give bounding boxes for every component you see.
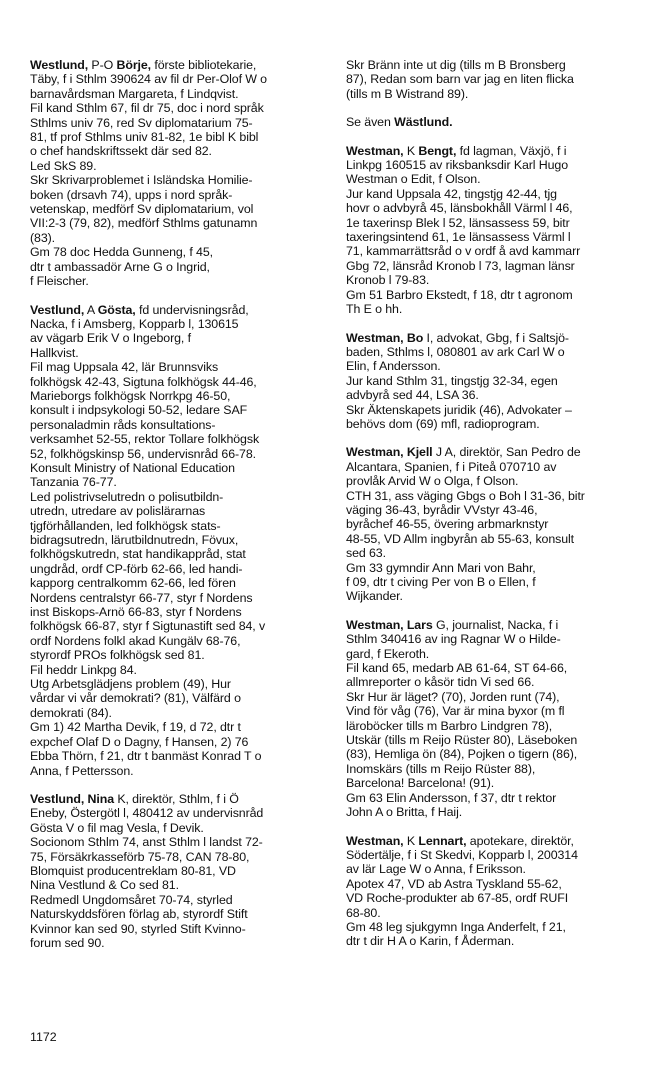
entry-line: Skr Äktenskapets juridik (46), Advokater – [346, 402, 572, 417]
see-also-reference: Wästlund. [394, 115, 453, 130]
entry-line: dtr t ambassadör Arne G o Ingrid, [30, 259, 210, 274]
entry-line: folkhögsk 42-43, Sigtuna folkhögsk 44-46, [30, 374, 257, 389]
entry-line: Jur kand Uppsala 42, tingstjg 42-44, tjg [346, 186, 557, 201]
entry-line: Blomquist producentreklam 80-81, VD [30, 863, 236, 878]
entry-surname: Westman, [346, 330, 404, 345]
entry-initials: P-O [91, 58, 114, 72]
entry-initials: K [406, 143, 416, 158]
entry-heading-line [30, 303, 332, 317]
entry-line: Ebba Thörn, f 21, dtr t banmäst Konrad T o [30, 749, 262, 764]
entry-line: Kvinnor kan sed 90, styrled Stift Kvinno- [30, 921, 246, 936]
entry-given-name: Kjell [406, 445, 433, 460]
entry-line: Södertälje, f i St Skedvi, Kopparb l, 200314 [346, 847, 578, 862]
entry-line: styrordf PROs folkhögsk sed 81. [30, 648, 205, 663]
entry-line: demokrati (84). [30, 705, 112, 720]
entry-given-name: Nina [87, 791, 114, 806]
entry-line: byråchef 46-55, övering arbmarknstyr [346, 517, 549, 532]
entry-line: inst Biskops-Arnö 66-83, styr f Nordens [30, 605, 242, 620]
entry-line: John A o Britta, f Haij. [346, 805, 463, 820]
entry-line: f 09, dtr t civing Per von B o Ellen, f [346, 575, 536, 589]
entry-line: 87), Redan som barn var jag en liten flicka [346, 72, 574, 87]
entry-line: Redmedl Ungdomsåret 70-74, styrled [30, 892, 233, 907]
entry-heading-line [30, 792, 332, 806]
entry-line: Gm 33 gymndir Ann Mari von Bahr, [346, 560, 536, 575]
entry-given-name: Lars [406, 617, 433, 632]
entry-line: VII:2-3 (79, 82), medförf Sthlms gatunamn [30, 216, 258, 231]
entry-line: Gm 63 Elin Andersson, f 37, dtr t rektor [346, 790, 557, 805]
biography-entry [30, 792, 332, 950]
left-column [30, 58, 332, 964]
entry-line: Sthlm 340416 av ing Ragnar W o Hilde- [346, 632, 561, 647]
entry-line: Inomskärs (tills m Reijo Rüster 88), [346, 761, 536, 776]
entry-line: Led SkS 89. [30, 158, 97, 173]
entry-line: Kronob l 79-83. [346, 273, 430, 288]
entry-line: läroböcker tills m Barbro Lindgren 78), [346, 718, 553, 733]
entry-line: f Fleischer. [30, 274, 89, 289]
entry-surname: Westman, [346, 445, 404, 460]
entry-line: (83), Hemliga ön (84), Pojken o tigern (86), [346, 747, 578, 762]
biography-entry [30, 58, 332, 289]
entry-line: Nina Vestlund & Co sed 81. [30, 878, 179, 893]
entry-line: Gm 48 leg sjukgymn Inga Anderfelt, f 21, [346, 919, 566, 934]
biography-entry [30, 303, 332, 778]
entry-line: Gm 51 Barbro Ekstedt, f 18, dtr t agronom [346, 287, 573, 302]
entry-given-name: Bo [406, 330, 424, 345]
entry-line: Fil kand 65, medarb AB 61-64, ST 64-66, [346, 661, 568, 676]
entry-given-name: Börje, [116, 58, 152, 72]
biography-entry [346, 115, 652, 129]
entry-heading-rest: apotekare, direktör, [466, 833, 574, 848]
entry-given-name: Lennart, [418, 833, 467, 848]
see-also-line [346, 115, 652, 129]
entry-line: CTH 31, ass väging Gbgs o Boh l 31-36, bitr [346, 488, 585, 503]
entry-line: 68-80. [346, 905, 381, 920]
entry-heading-rest: fd lagman, Växjö, f i [456, 143, 567, 158]
entry-heading-line [346, 144, 652, 158]
entry-line: 52, folkhögskinsp 56, undervisnråd 66-78. [30, 446, 256, 461]
entry-line: Hallkvist. [30, 345, 79, 360]
entry-line: sed 63. [346, 546, 386, 561]
entry-heading-line [346, 618, 652, 632]
entry-line: Naturskyddsfören förlag ab, styrordf Stift [30, 907, 248, 922]
entry-line: bidragsutredn, lärutbildnutredn, Fövux, [30, 533, 239, 547]
entry-line: (tills m B Wistrand 89). [346, 86, 469, 101]
entry-line: tjgförhållanden, led folkhögsk stats- [30, 518, 221, 533]
entry-line: konsult i indpsykologi 50-52, ledare SAF [30, 403, 248, 418]
entry-heading-rest: K, direktör, Sthlm, f i Ö [113, 791, 239, 806]
entry-line: vårdar vi vår demokrati? (81), Välfärd o [30, 691, 241, 706]
entry-line: Fil mag Uppsala 42, lär Brunnsviks [30, 360, 219, 375]
entry-line: Wijkander. [346, 589, 403, 604]
entry-line: Eneby, Östergötl l, 480412 av undervisnråd [30, 806, 264, 821]
entry-line: provlåk Arvid W o Olga, f Olson. [346, 474, 519, 489]
entry-line: Barcelona! Barcelona! (91). [346, 776, 495, 791]
entry-line: Fil kand Sthlm 67, fil dr 75, doc i nord språk [30, 101, 264, 116]
entry-line: forum sed 90. [30, 935, 105, 950]
biography-entry [346, 331, 652, 432]
entry-line: Alcantara, Spanien, f i Piteå 070710 av [346, 459, 557, 474]
entry-line: Utskär (tills m Reijo Rüster 80), Läseboken [346, 733, 578, 748]
entry-line: 75, Försäkrkasseförb 75-78, CAN 78-80, [30, 849, 250, 864]
entry-line: Th E o hh. [346, 302, 403, 317]
entry-line: Fil heddr Linkpg 84. [30, 662, 137, 677]
entry-initials: K [406, 833, 416, 848]
entry-line: av lär Lage W o Anna, f Eriksson. [346, 862, 526, 877]
entry-line: Nacka, f i Amsberg, Kopparb l, 130615 [30, 316, 239, 331]
biography-entry [346, 144, 652, 317]
entry-line: väging 36-43, byrådir VVstyr 43-46, [346, 502, 538, 517]
entry-line: folkhögskutredn, stat handikappråd, stat [30, 547, 246, 562]
entry-line: allmreporter o kåsör tidn Vi sed 66. [346, 675, 535, 690]
entry-initials: A [86, 302, 95, 317]
entry-heading-rest: I, advokat, Gbg, f i Saltsjö- [423, 330, 569, 345]
entry-line: Anna, f Pettersson. [30, 763, 134, 778]
entry-heading-line [346, 331, 652, 345]
entry-line: Led polistrivselutredn o polisutbildn- [30, 489, 224, 504]
biography-entry [346, 834, 652, 949]
entry-line: Elin, f Andersson. [346, 359, 441, 374]
entry-line: gard, f Ekeroth. [346, 646, 430, 661]
entry-line: ungdråd, ordf CP-förb 62-66, led handi- [30, 561, 243, 576]
page-number: 1172 [30, 1030, 57, 1044]
entry-surname: Westman, [346, 617, 404, 632]
biography-entry [346, 58, 652, 101]
entry-line: 1e taxerinsp Blek l 52, länsassess 59, bitr [346, 215, 570, 230]
entry-heading-rest: fd undervisningsråd, [135, 302, 249, 317]
entry-line: vetenskap, medförf Sv diplomatarium, vol [30, 202, 254, 217]
entry-line: taxeringsintend 61, 1e länsassess Värml l [346, 230, 571, 245]
biography-entry [346, 445, 652, 603]
entry-line: Gösta V o fil mag Vesla, f Devik. [30, 820, 204, 835]
entry-line: Konsult Ministry of National Education [30, 460, 235, 475]
entry-line: Nordens centralstyr 66-77, styr f Nordens [30, 590, 253, 605]
entry-line: barnavårdsman Margareta, f Lindqvist. [30, 86, 239, 101]
entry-surname: Vestlund, [30, 791, 85, 806]
entry-surname: Vestlund, [30, 302, 85, 317]
entry-line: Tanzania 76-77. [30, 475, 117, 490]
see-also-text: Se även [346, 115, 391, 130]
entry-line: verksamhet 52-55, rektor Tollare folkhögsk [30, 432, 260, 447]
entry-given-name: Bengt, [418, 143, 457, 158]
entry-line: utredn, utredare av polislärarnas [30, 504, 206, 519]
entry-line: Marieborgs folkhögsk Norrkpg 46-50, [30, 388, 231, 403]
entry-heading-rest: förste bibliotekarie, [151, 58, 257, 72]
entry-line: kapporg centralkomm 62-66, led fören [30, 576, 236, 591]
entry-line: boken (drsavh 74), upps i nord språk- [30, 187, 233, 202]
entry-line: Apotex 47, VD ab Astra Tyskland 55-62, [346, 876, 562, 891]
entry-line: behövs dom (69) mfl, radioprogram. [346, 416, 540, 431]
entry-line: Jur kand Sthlm 31, tingstjg 32-34, egen [346, 373, 558, 388]
entry-given-name: Gösta, [97, 302, 136, 317]
entry-surname: Westlund, [30, 58, 89, 72]
entry-line: av vägarb Erik V o Ingeborg, f [30, 331, 191, 346]
entry-line: Linkpg 160515 av riksbanksdir Karl Hugo [346, 158, 569, 173]
entry-line: (83). [30, 230, 55, 245]
entry-surname: Westman, [346, 143, 404, 158]
entry-line: hovr o advbyrå 45, länsbokhåll Värml l 46, [346, 201, 573, 216]
entry-line: Utg Arbetsglädjens problem (49), Hur [30, 677, 231, 692]
biography-entry [346, 618, 652, 820]
entry-heading-line [346, 834, 652, 848]
entry-line: Westman o Edit, f Olson. [346, 172, 481, 187]
entry-line: Gm 78 doc Hedda Gunneng, f 45, [30, 245, 213, 260]
entry-line: Gm 1) 42 Martha Devik, f 19, d 72, dtr t [30, 720, 241, 735]
entry-line: o chef handskriftssekt där sed 82. [30, 144, 212, 159]
entry-line: Skr Skrivarproblemet i Isländska Homilie- [30, 173, 253, 188]
entry-line: personaladmin råds konsultations- [30, 417, 216, 432]
entry-line: ordf Nordens folkl akad Kungälv 68-76, [30, 633, 241, 648]
entry-heading-line [346, 445, 652, 459]
entry-line: Gbg 72, länsråd Kronob l 73, lagman länsr [346, 258, 575, 273]
entry-line: 71, kammarrättsråd o v ordf å avd kammarr [346, 244, 581, 259]
entry-line: VD Roche-produkter ab 67-85, ordf RUFI [346, 891, 569, 906]
entry-heading-rest: G, journalist, Nacka, f i [432, 617, 559, 632]
entry-line: Skr Bränn inte ut dig (tills m B Bronsberg [346, 58, 566, 72]
entry-surname: Westman, [346, 833, 404, 848]
entry-line: advbyrå sed 44, LSA 36. [346, 388, 479, 403]
entry-line: Socionom Sthlm 74, anst Sthlm l landst 72- [30, 835, 263, 850]
entry-line: Sthlms univ 76, red Sv diplomatarium 75- [30, 115, 253, 130]
entry-line: baden, Sthlms l, 080801 av ark Carl W o [346, 344, 565, 359]
entry-line: expchef Olaf D o Dagny, f Hansen, 2) 76 [30, 734, 249, 749]
entry-line: folkhögsk 66-87, styr f Sigtunastift sed 84, v [30, 619, 266, 634]
right-column [346, 58, 652, 963]
entry-line: Skr Hur är läget? (70), Jorden runt (74), [346, 689, 560, 704]
entry-line: dtr t dir H A o Karin, f Åderman. [346, 934, 515, 949]
entry-heading-rest: J A, direktör, San Pedro de [432, 445, 581, 460]
entry-heading-line [30, 58, 332, 72]
entry-line: 48-55, VD Allm ingbyrån ab 55-63, konsult [346, 531, 575, 546]
entry-line: 81, tf prof Sthlms univ 81-82, 1e bibl K bibl [30, 130, 259, 145]
entry-line: Vind för våg (76), Var är mina byxor (m fl [346, 704, 565, 719]
entry-line: Täby, f i Sthlm 390624 av fil dr Per-Olof W o [30, 72, 267, 87]
